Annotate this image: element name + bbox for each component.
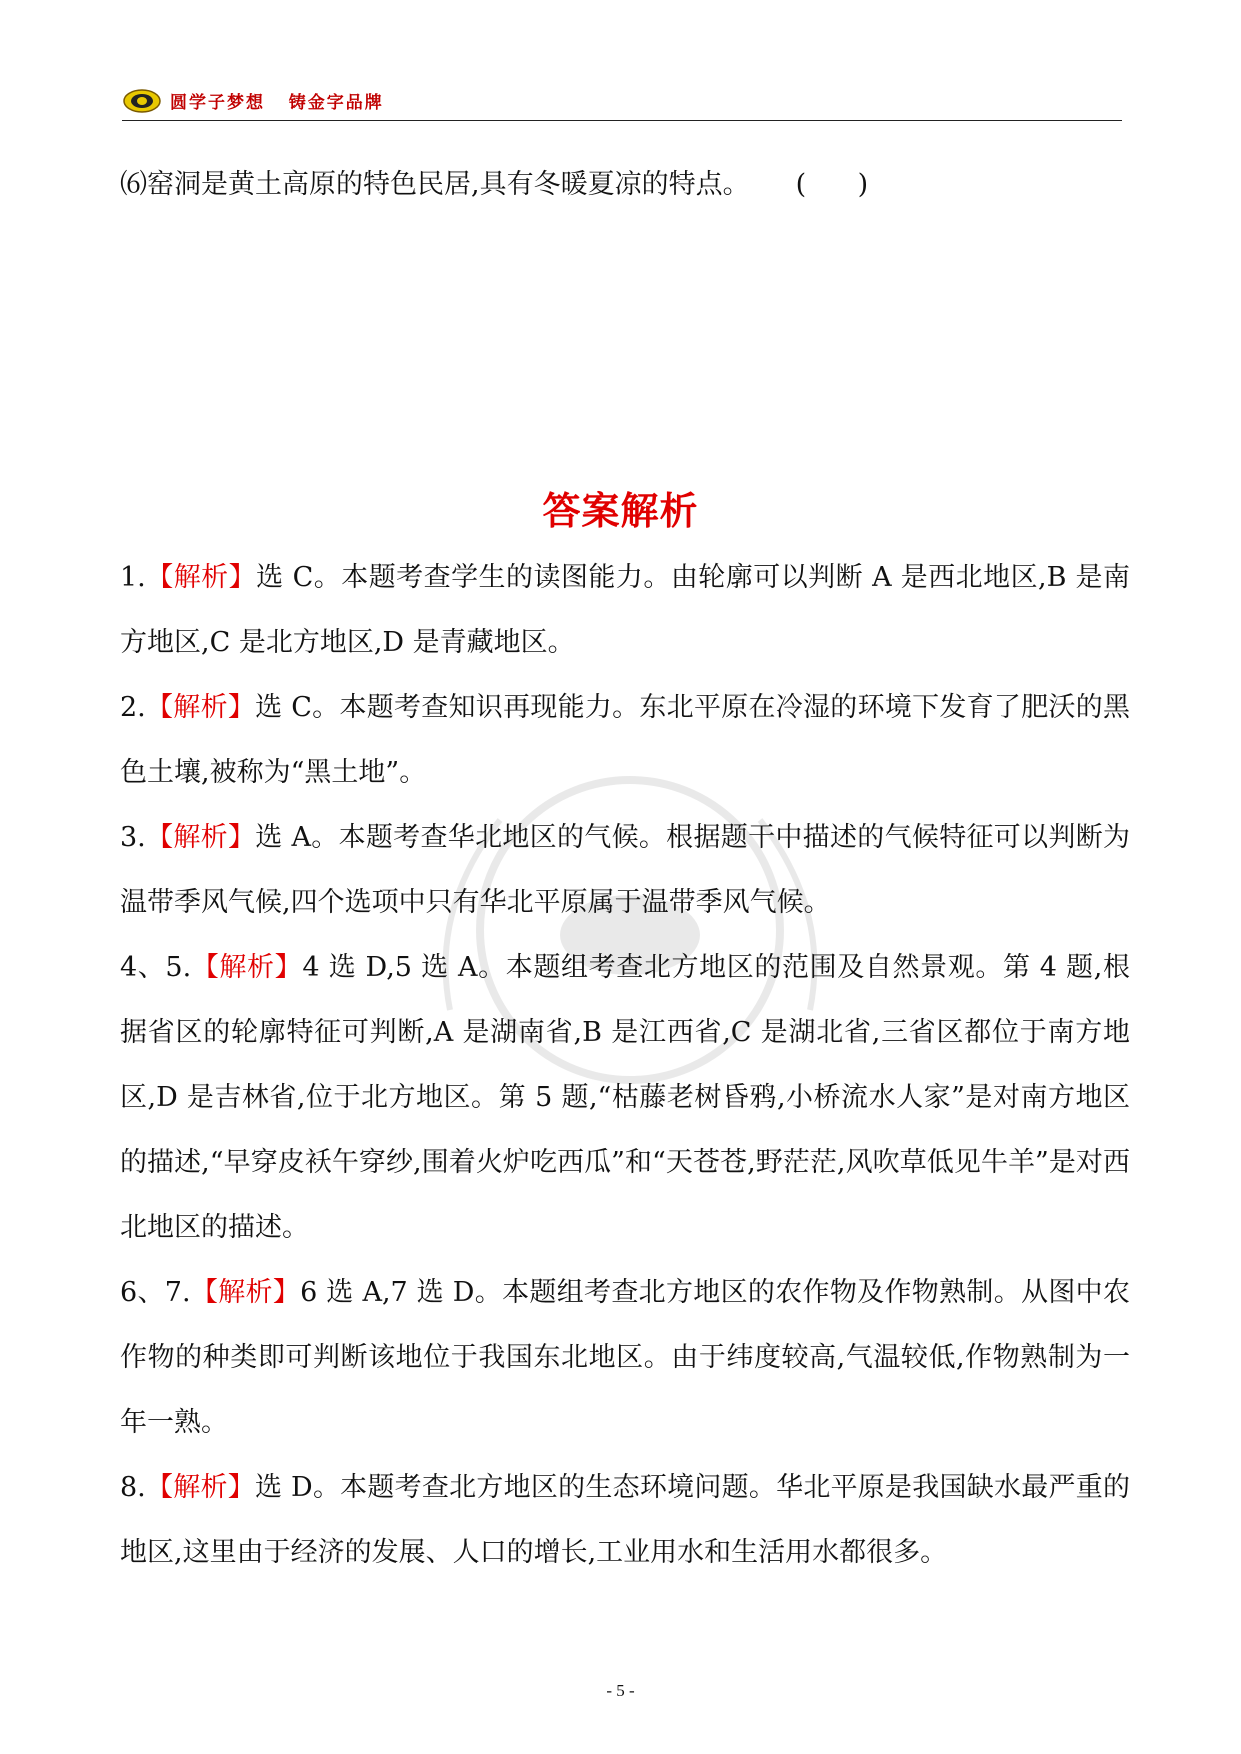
answer-text: 选 A。本题考查华北地区的气候。根据题干中描述的气候特征可以判断为温带季风气候,四个选项中只有华北平原属于温带季风气候。: [120, 822, 1130, 918]
analysis-tag: 【解析】: [145, 692, 256, 723]
answer-text: 4 选 D,5 选 A。本题组考查北方地区的范围及自然景观。第 4 题,根据省区的轮廓特征可判断,A 是湖南省,B 是江西省,C 是湖北省,三省区都位于南方地区,D 是吉林省,位于北方地区。第 5 题,“枯藤老树昏鸦,小桥流水人家”是对南方地区的描述,“早穿皮袄午穿纱,围着火炉吃西瓜”和“天苍苍,野茫茫,风吹草低见牛羊”是对西北地区的描述。: [120, 952, 1130, 1243]
answer-item: [120, 1455, 1130, 1585]
answer-number: 1.: [120, 562, 146, 593]
answer-text: 选 C。本题考查学生的读图能力。由轮廓可以判断 A 是西北地区,B 是南方地区,C 是北方地区,D 是青藏地区。: [120, 562, 1130, 658]
answer-item: [120, 1260, 1130, 1455]
analysis-tag: 【解析】: [145, 1472, 255, 1503]
answers-list: [120, 545, 1130, 1585]
page-header: [122, 86, 1122, 124]
logo-icon: [122, 86, 162, 114]
answer-item: [120, 935, 1130, 1260]
header-slogan: 圆学子梦想 铸金字品牌: [170, 93, 384, 113]
answer-item: [120, 545, 1130, 675]
answer-text: 选 C。本题考查知识再现能力。东北平原在冷湿的环境下发育了肥沃的黑色土壤,被称为“黑土地”。: [120, 692, 1130, 788]
analysis-tag: 【解析】: [145, 822, 256, 853]
answer-number: 4、5.: [120, 952, 192, 983]
question-6: [120, 162, 868, 201]
header-divider: [122, 120, 1122, 121]
answer-number: 2.: [120, 692, 146, 723]
answer-text: 选 D。本题考查北方地区的生态环境问题。华北平原是我国缺水最严重的地区,这里由于经济的发展、人口的增长,工业用水和生活用水都很多。: [120, 1472, 1130, 1568]
answer-number: 3.: [120, 822, 146, 853]
answer-number: 8.: [120, 1472, 146, 1503]
analysis-tag: 【解析】: [190, 1277, 301, 1308]
question-6-text: ⑹窑洞是黄土高原的特色民居,具有冬暖夏凉的特点。: [120, 169, 750, 200]
answer-text: 6 选 A,7 选 D。本题组考查北方地区的农作物及作物熟制。从图中农作物的种类即可判断该地位于我国东北地区。由于纬度较高,气温较低,作物熟制为一年一熟。: [120, 1277, 1130, 1438]
answer-item: [120, 805, 1130, 935]
answers-title: 答案解析: [542, 489, 699, 533]
answer-number: 6、7.: [120, 1277, 191, 1308]
analysis-tag: 【解析】: [145, 562, 257, 593]
analysis-tag: 【解析】: [191, 952, 303, 983]
page-number: - 5 -: [606, 1681, 635, 1700]
answer-item: [120, 675, 1130, 805]
answer-blank: ( ): [795, 169, 869, 200]
